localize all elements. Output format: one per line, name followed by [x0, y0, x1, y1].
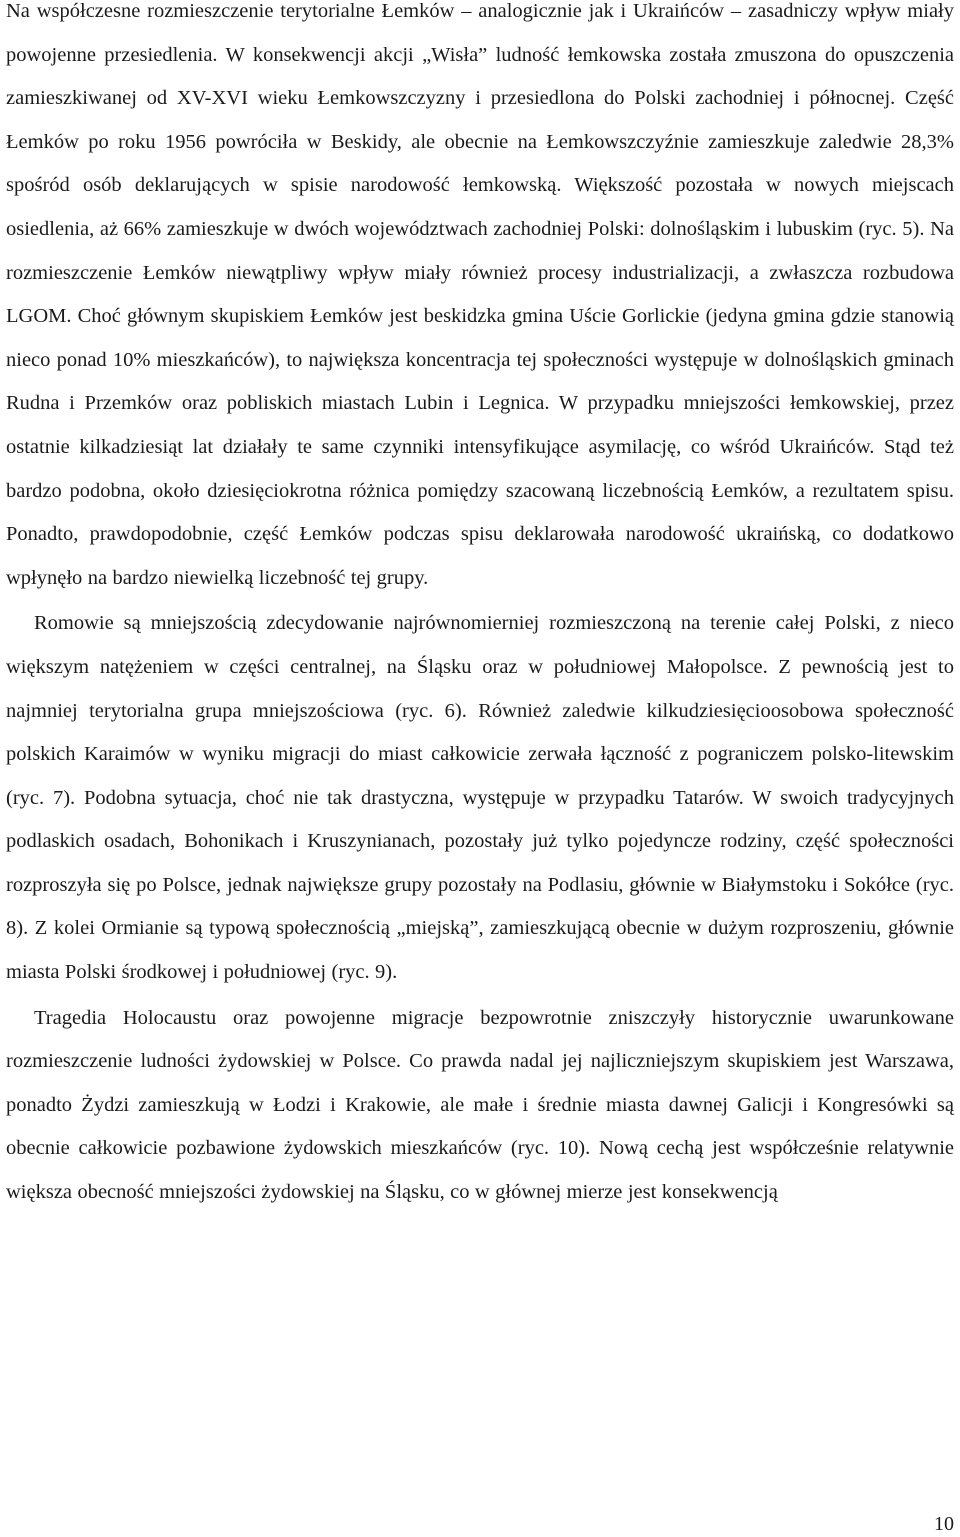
page-number: 10	[934, 1513, 954, 1535]
document-page	[6, 0, 954, 1215]
paragraph-lemkowie: Na współczesne rozmieszczenie terytorialne Łemków – analogicznie jak i Ukraińców – zasadniczy wpływ miały powojenne przesiedlenia. W konsekwencji akcji „Wisła” ludność łemkowska została zmuszona do opuszczenia zamieszkiwanej od XV-XVI wieku Łemkowszczyzny i przesiedlona do Polski zachodniej i północnej. Część Łemków po roku 1956 powróciła w Beskidy, ale obecnie na Łemkowszczyźnie zamieszkuje zaledwie 28,3% spośród osób deklarujących w spisie narodowość łemkowską. Większość pozostała w nowych miejscach osiedlenia, aż 66% zamieszkuje w dwóch województwach zachodniej Polski: dolnośląskim i lubuskim (ryc. 5). Na rozmieszczenie Łemków niewątpliwy wpływ miały również procesy industrializacji, a zwłaszcza rozbudowa LGOM. Choć głównym skupiskiem Łemków jest beskidzka gmina Uście Gorlickie (jedyna gmina gdzie stanowią nieco ponad 10% mieszkańców), to największa koncentracja tej społeczności występuje w dolnośląskich gminach Rudna i Przemków oraz pobliskich miastach Lubin i Legnica. W przypadku mniejszości łemkowskiej, przez ostatnie kilkadziesiąt lat działały te same czynniki intensyfikujące asymilację, co wśród Ukraińców. Stąd też bardzo podobna, około dziesięciokrotna różnica pomiędzy szacowaną liczebnością Łemków, a rezultatem spisu. Ponadto, prawdopodobnie, część Łemków podczas spisu deklarowała narodowość ukraińską, co dodatkowo wpłynęło na bardzo niewielką liczebność tej grupy.	[6, 0, 954, 589]
paragraph-holocaust-zydzi: Tragedia Holocaustu oraz powojenne migracje bezpowrotnie zniszczyły historycznie uwarunkowane rozmieszczenie ludności żydowskiej w Polsce. Co prawda nadal jej najliczniejszym skupiskiem jest Warszawa, ponadto Żydzi zamieszkują w Łodzi i Krakowie, ale małe i średnie miasta dawnej Galicji i Kongresówki są obecnie całkowicie pozbawione żydowskich mieszkańców (ryc. 10). Nową cechą jest współcześnie relatywnie większa obecność mniejszości żydowskiej na Śląsku, co w głównej mierze jest konsekwencją	[6, 1006, 954, 1204]
paragraph-romowie-mniejszosci: Romowie są mniejszością zdecydowanie najrównomierniej rozmieszczoną na terenie całej Polski, z nieco większym natężeniem w części centralnej, na Śląsku oraz w południowej Małopolsce. Z pewnością jest to najmniej terytorialna grupa mniejszościowa (ryc. 6). Również zaledwie kilkudziesięcioosobowa społeczność polskich Karaimów w wyniku migracji do miast całkowicie zerwała łączność z pograniczem polsko-litewskim (ryc. 7). Podobna sytuacja, choć nie tak drastyczna, występuje w przypadku Tatarów. W swoich tradycyjnych podlaskich osadach, Bohonikach i Kruszynianach, pozostały już tylko pojedyncze rodziny, część społeczności rozproszyła się po Polsce, jednak największe grupy pozostały na Podlasiu, głównie w Białymstoku i Sokółce (ryc. 8). Z kolei Ormianie są typową społecznością „miejską”, zamieszkującą obecnie w dużym rozproszeniu, głównie miasta Polski środkowej i południowej (ryc. 9).	[6, 612, 954, 984]
